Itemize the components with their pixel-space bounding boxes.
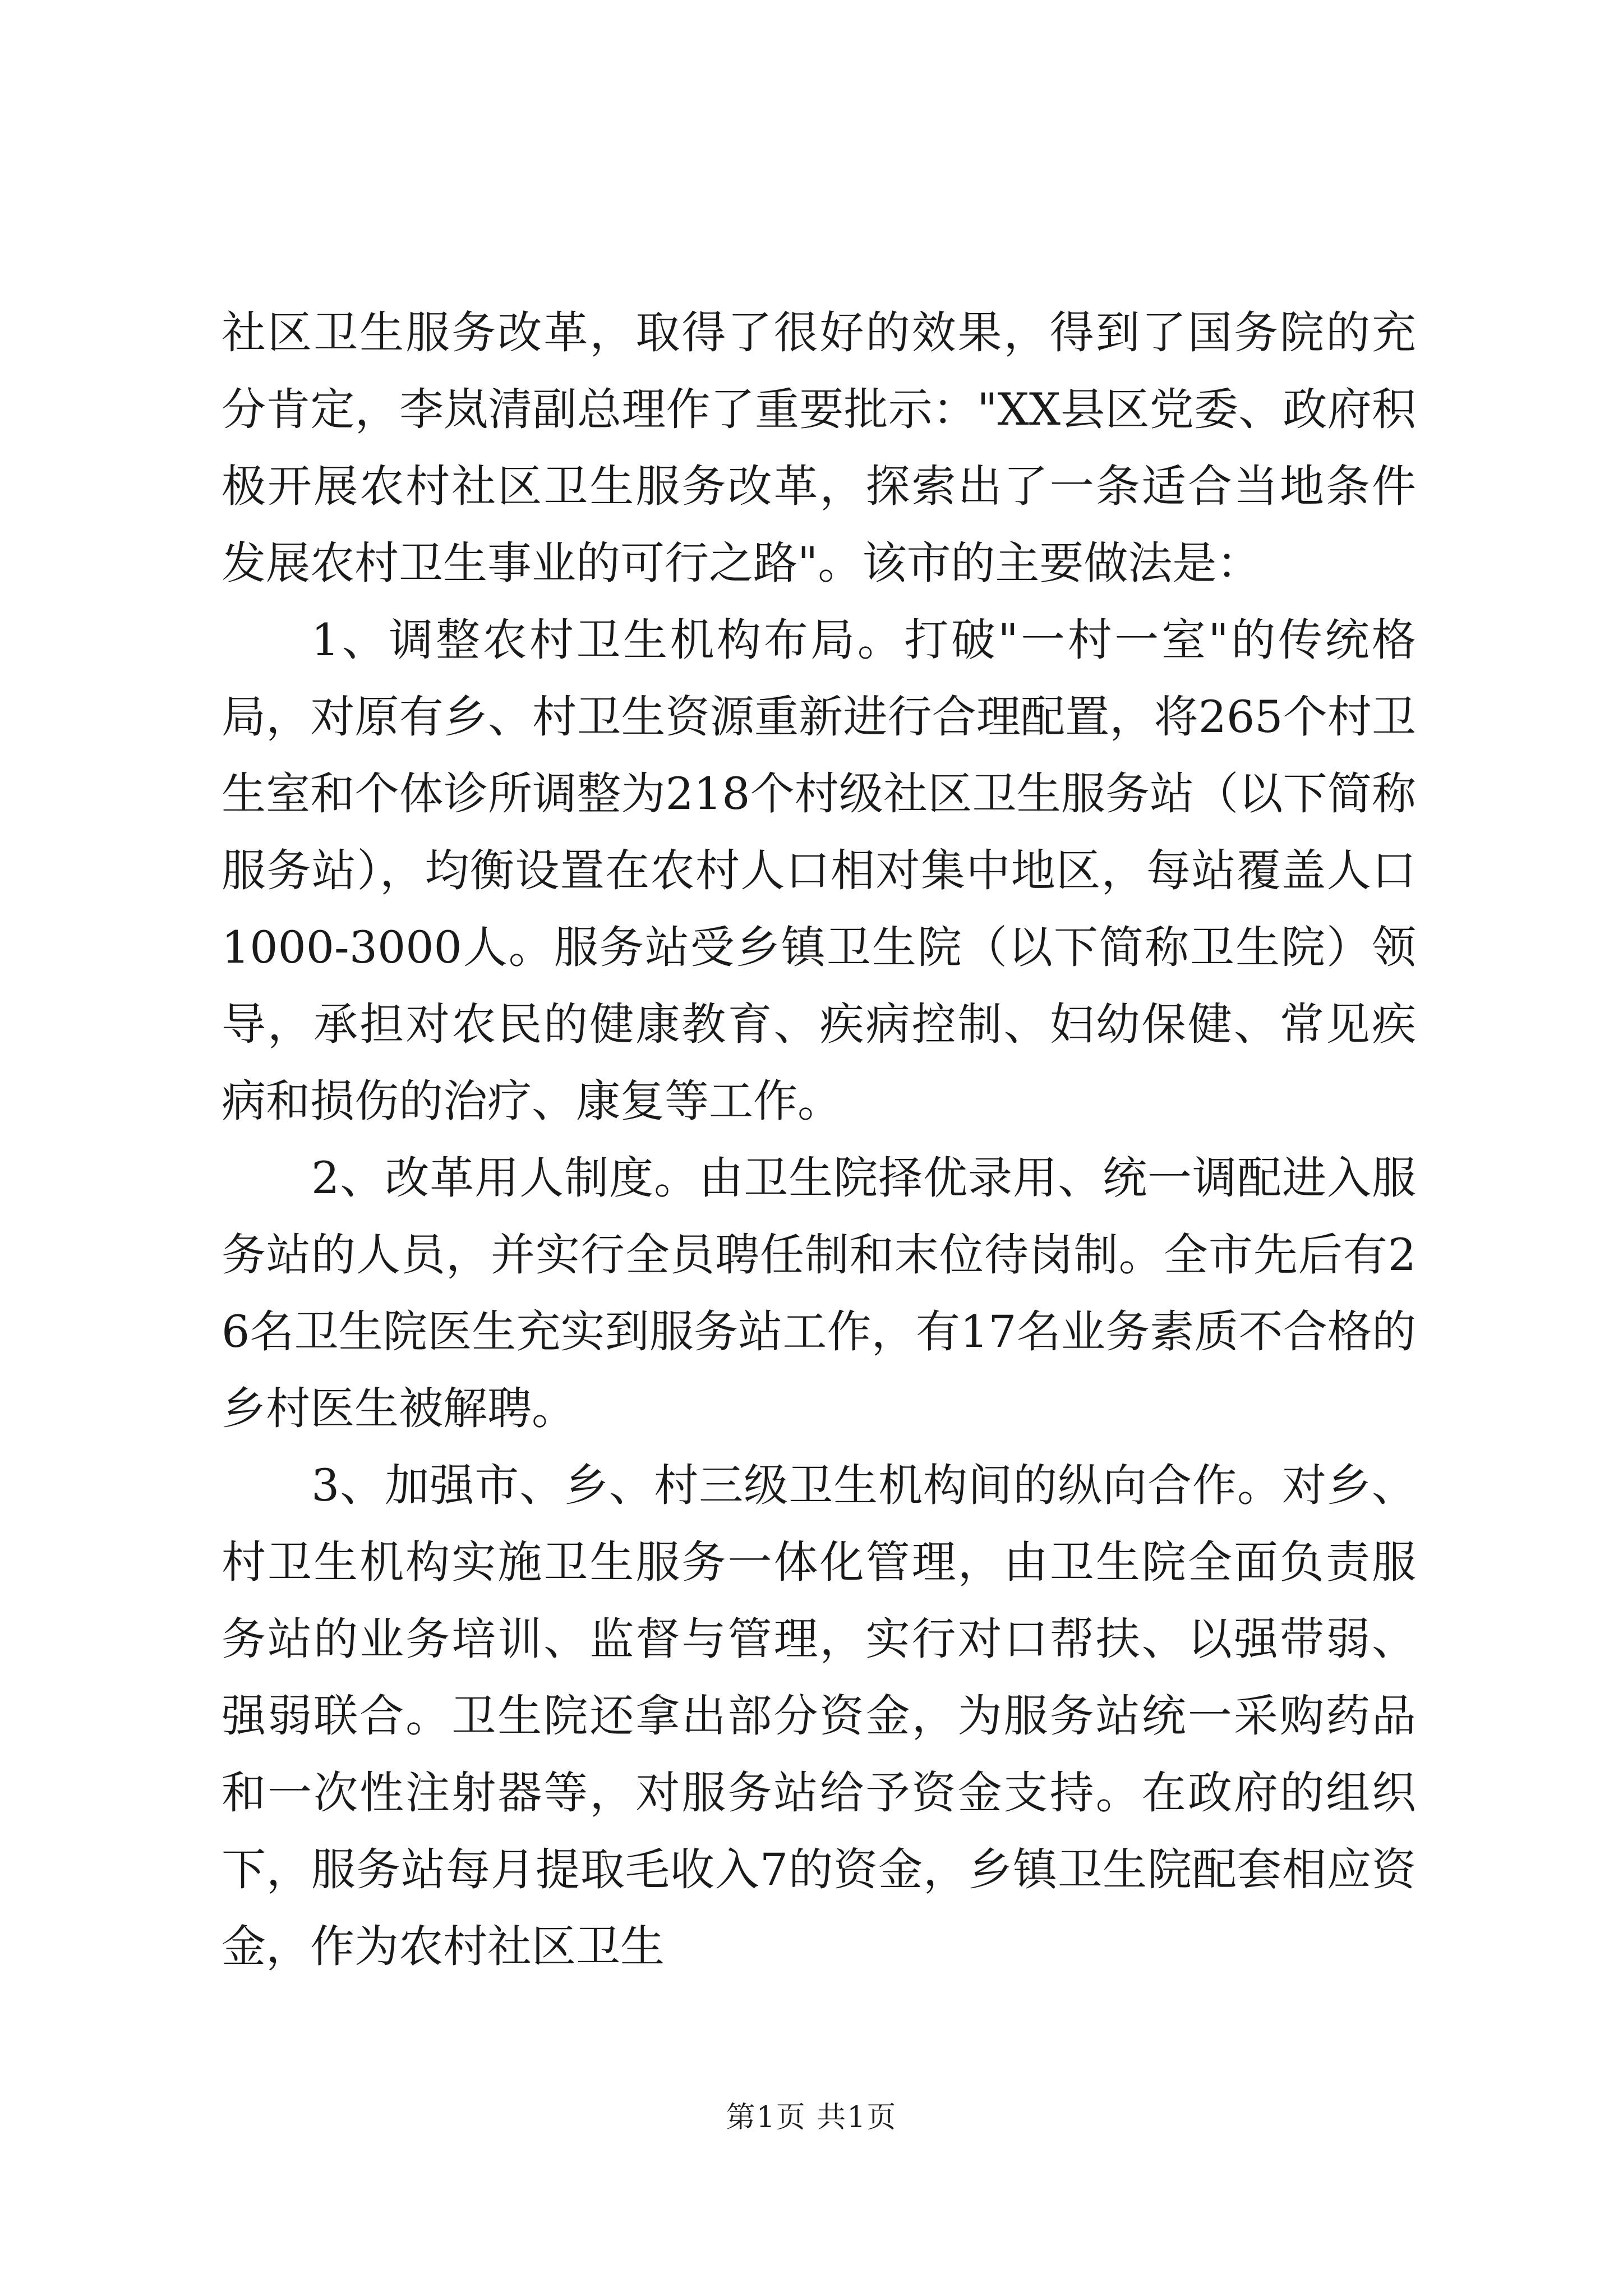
document-body — [222, 295, 1416, 1985]
paragraph-intro-continuation: 社区卫生服务改革，取得了很好的效果，得到了国务院的充分肯定，李岚清副总理作了重要批示："XX县区党委、政府积极开展农村社区卫生服务改革，探索出了一条适合当地条件发展农村卫生事业的可行之路"。该市的主要做法是： — [222, 307, 1416, 589]
page-footer: 第1页 共1页 — [726, 2101, 897, 2134]
paragraph-item-2: 2、改革用人制度。由卫生院择优录用、统一调配进入服务站的人员，并实行全员聘任制和末位待岗制。全市先后有26名卫生院医生充实到服务站工作，有17名业务素质不合格的乡村医生被解聘。 — [222, 1152, 1416, 1434]
paragraph-item-3: 3、加强市、乡、村三级卫生机构间的纵向合作。对乡、村卫生机构实施卫生服务一体化管理，由卫生院全面负责服务站的业务培训、监督与管理，实行对口帮扶、以强带弱、强弱联合。卫生院还拿出部分资金，为服务站统一采购药品和一次性注射器等，对服务站给予资金支持。在政府的组织下，服务站每月提取毛收入7的资金，乡镇卫生院配套相应资金，作为农村社区卫生 — [222, 1460, 1416, 1972]
paragraph-item-1: 1、调整农村卫生机构布局。打破"一村一室"的传统格局，对原有乡、村卫生资源重新进行合理配置，将265个村卫生室和个体诊所调整为218个村级社区卫生服务站（以下简称服务站），均衡设置在农村人口相对集中地区，每站覆盖人口1000-3000人。服务站受乡镇卫生院（以下简称卫生院）领导，承担对农民的健康教育、疾病控制、妇幼保健、常见疾病和损伤的治疗、康复等工作。 — [222, 614, 1416, 1127]
